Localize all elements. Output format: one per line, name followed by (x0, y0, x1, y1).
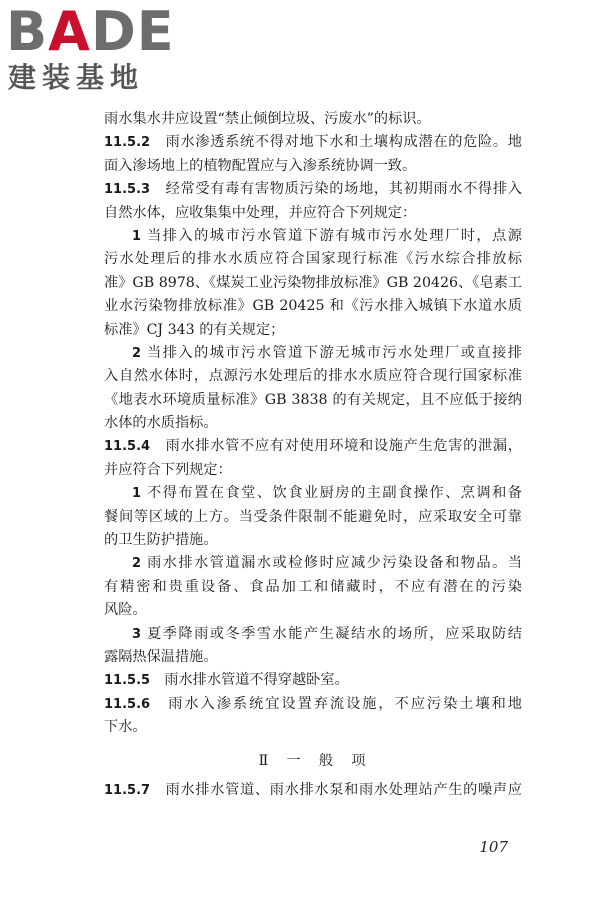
document-line (104, 576, 522, 599)
document-line (104, 295, 522, 318)
document-line (104, 131, 522, 154)
line-text: 当排入的城市污水管道下游无城市污水处理厂或直接排 (147, 344, 522, 361)
clause-number: 11.5.4 (104, 439, 151, 455)
line-text: 面入渗场地上的植物配置应与入渗系统协调一致。 (104, 157, 417, 174)
line-text: 雨水排水管道漏水或检修时应减少污染设备和物品。当 (147, 555, 522, 572)
document-line (104, 178, 522, 201)
document-line (104, 248, 522, 271)
bade-logo (6, 0, 176, 94)
line-text: 下水。 (104, 719, 147, 736)
line-text: 风险。 (104, 602, 147, 619)
line-text: 自然水体，应收集集中处理，并应符合下列规定： (104, 204, 417, 221)
item-number: 3 (132, 626, 142, 642)
item-number: 1 (132, 486, 142, 502)
document-line (104, 646, 522, 669)
document-line (104, 155, 522, 178)
document-line (104, 459, 522, 482)
document-line (104, 272, 522, 295)
document-line (104, 202, 522, 225)
section-heading: Ⅱ 一 般 项 (258, 752, 368, 769)
line-text: 雨水入渗系统宜设置弃流设施，不应污染土壤和地 (168, 695, 522, 712)
page-number: 107 (479, 838, 508, 856)
document-line (104, 342, 522, 365)
document-line (104, 716, 522, 739)
line-text: 业水污染物排放标准》GB 20425 和《污水排入城镇下水道水质 (104, 298, 522, 315)
document-line (104, 365, 522, 388)
line-text: 当排入的城市污水管道下游有城市污水处理厂时，点源 (147, 227, 522, 244)
line-text: 雨水排水管不应有对使用环境和设施产生危害的泄漏， (165, 438, 522, 455)
item-number: 2 (132, 556, 142, 572)
line-text: 污水处理后的排水水质应符合国家现行标准《污水综合排放标 (104, 251, 522, 268)
document-line (104, 552, 522, 575)
document-line (104, 529, 522, 552)
clause-number: 11.5.7 (104, 782, 151, 798)
line-text: 雨水渗透系统不得对地下水和土壤构成潜在的危险。地 (165, 134, 522, 151)
line-text: 标准》CJ 343 的有关规定； (104, 321, 285, 338)
line-text: 雨水排水管道不得穿越卧室。 (164, 672, 349, 689)
document-line (104, 693, 522, 716)
clause-line-final (104, 779, 522, 802)
document-line (104, 669, 522, 692)
line-text: 准》GB 8978、《煤炭工业污染物排放标准》GB 20426、《皂素工 (104, 274, 522, 291)
line-text: 的卫生防护措施。 (104, 532, 218, 549)
document-line (104, 389, 522, 412)
document-line (104, 412, 522, 435)
line-text: 露隔热保温措施。 (104, 648, 218, 665)
line-text: 并应符合下列规定： (104, 461, 232, 478)
logo-subtitle: 建装基地 (8, 61, 145, 94)
document-line (104, 599, 522, 622)
document-line (104, 319, 522, 342)
clause-number: 11.5.2 (104, 135, 151, 151)
clause-text: 雨水排水管道、雨水排水泵和雨水处理站产生的噪声应 (165, 781, 522, 798)
clause-number: 11.5.6 (104, 696, 151, 712)
document-line (104, 482, 522, 505)
line-text: 入自然水体时，点源污水处理后的排水水质应符合现行国家标准 (104, 368, 522, 385)
line-text: 水体的水质指标。 (104, 415, 218, 432)
line-text: 餐间等区域的上方。当受条件限制不能避免时，应采取安全可靠 (104, 508, 522, 525)
document-line (104, 435, 522, 458)
item-number: 1 (132, 228, 142, 244)
logo-wordmark: BADE (6, 0, 175, 63)
line-text: 有精密和贵重设备、食品加工和储藏时，不应有潜在的污染 (104, 578, 522, 595)
clause-number: 11.5.3 (104, 182, 151, 198)
document-line (104, 506, 522, 529)
line-text: 夏季降雨或冬季雪水能产生凝结水的场所，应采取防结 (147, 625, 522, 642)
clause-number: 11.5.5 (104, 673, 151, 689)
clause-lines (104, 108, 522, 740)
document-body (104, 108, 522, 802)
document-line (104, 225, 522, 248)
document-line (104, 623, 522, 646)
line-text: 雨水集水井应设置“禁止倾倒垃圾、污废水”的标识。 (104, 111, 431, 127)
item-number: 2 (132, 345, 142, 361)
line-text: 《地表水环境质量标准》GB 3838 的有关规定，且不应低于接纳 (104, 391, 522, 408)
line-text: 不得布置在食堂、饮食业厨房的主副食操作、烹调和备 (147, 485, 522, 502)
document-line (104, 108, 522, 131)
line-text: 经常受有毒有害物质污染的场地，其初期雨水不得排入 (165, 181, 522, 198)
